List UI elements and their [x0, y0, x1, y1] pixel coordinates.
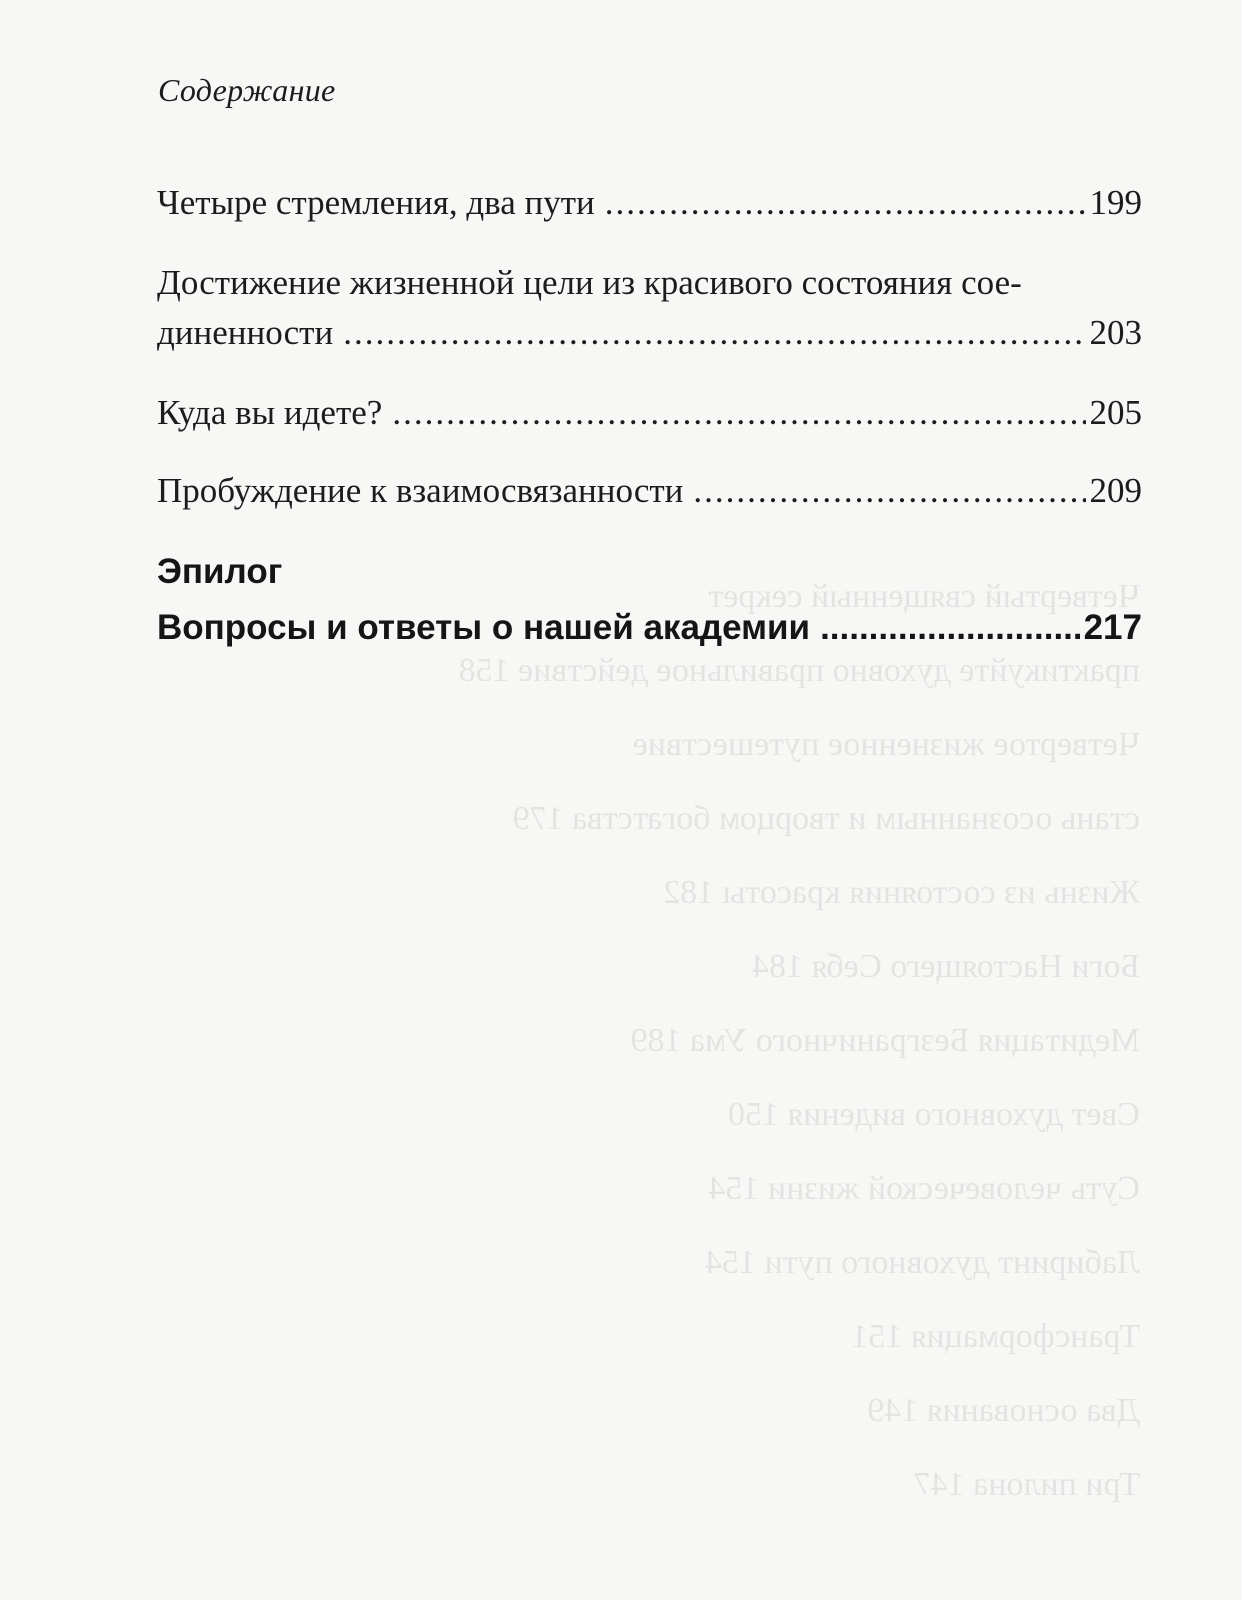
running-head: Содержание	[158, 72, 336, 108]
dot-leader	[820, 603, 1080, 653]
toc-entry	[157, 466, 1142, 516]
epilog-label: Эпилог	[157, 552, 283, 591]
toc-entry-epilog	[157, 603, 1142, 653]
dot-leader	[392, 388, 1085, 438]
toc-entry-title: Куда вы идете?	[157, 393, 383, 432]
toc-entry-title-line1: Достижение жизненной цели из красивого состояния сое-	[157, 263, 1022, 302]
show-through-texture: Четвертый священный секрет практикуйте духовно правильное действие 158 Четвертое жизненное путешествие стань осознанным и творцом богатства 179 Жизнь из состояния красоты 182 Боги Настоящего Себя 184 Медитация Безграничного Ума 189 Свет духовного видения 150 Суть человеческой жизни 154 Лабиринт духовного пути 154 Трансформация 151 Два основания 149 Три пилона 147	[458, 578, 1140, 1503]
toc-entry-title: Вопросы и ответы о нашей академии	[157, 608, 811, 647]
toc-entry-page: 203	[1089, 313, 1142, 352]
toc-entry-page: 217	[1083, 608, 1142, 647]
toc-entry	[157, 178, 1142, 228]
toc-entry-title: Пробуждение к взаимосвязанности	[157, 471, 684, 510]
toc-entry-page: 209	[1089, 471, 1142, 510]
toc-entry	[157, 388, 1142, 438]
dot-leader	[343, 308, 1085, 358]
toc-entry-title: диненности	[157, 313, 334, 352]
toc-entry-title: Четыре стремления, два пути	[157, 183, 595, 222]
toc-entry	[157, 258, 1142, 358]
toc-entry-page: 205	[1089, 393, 1142, 432]
toc-entry-page: 199	[1089, 183, 1142, 222]
dot-leader	[693, 466, 1085, 516]
dot-leader	[605, 178, 1086, 228]
